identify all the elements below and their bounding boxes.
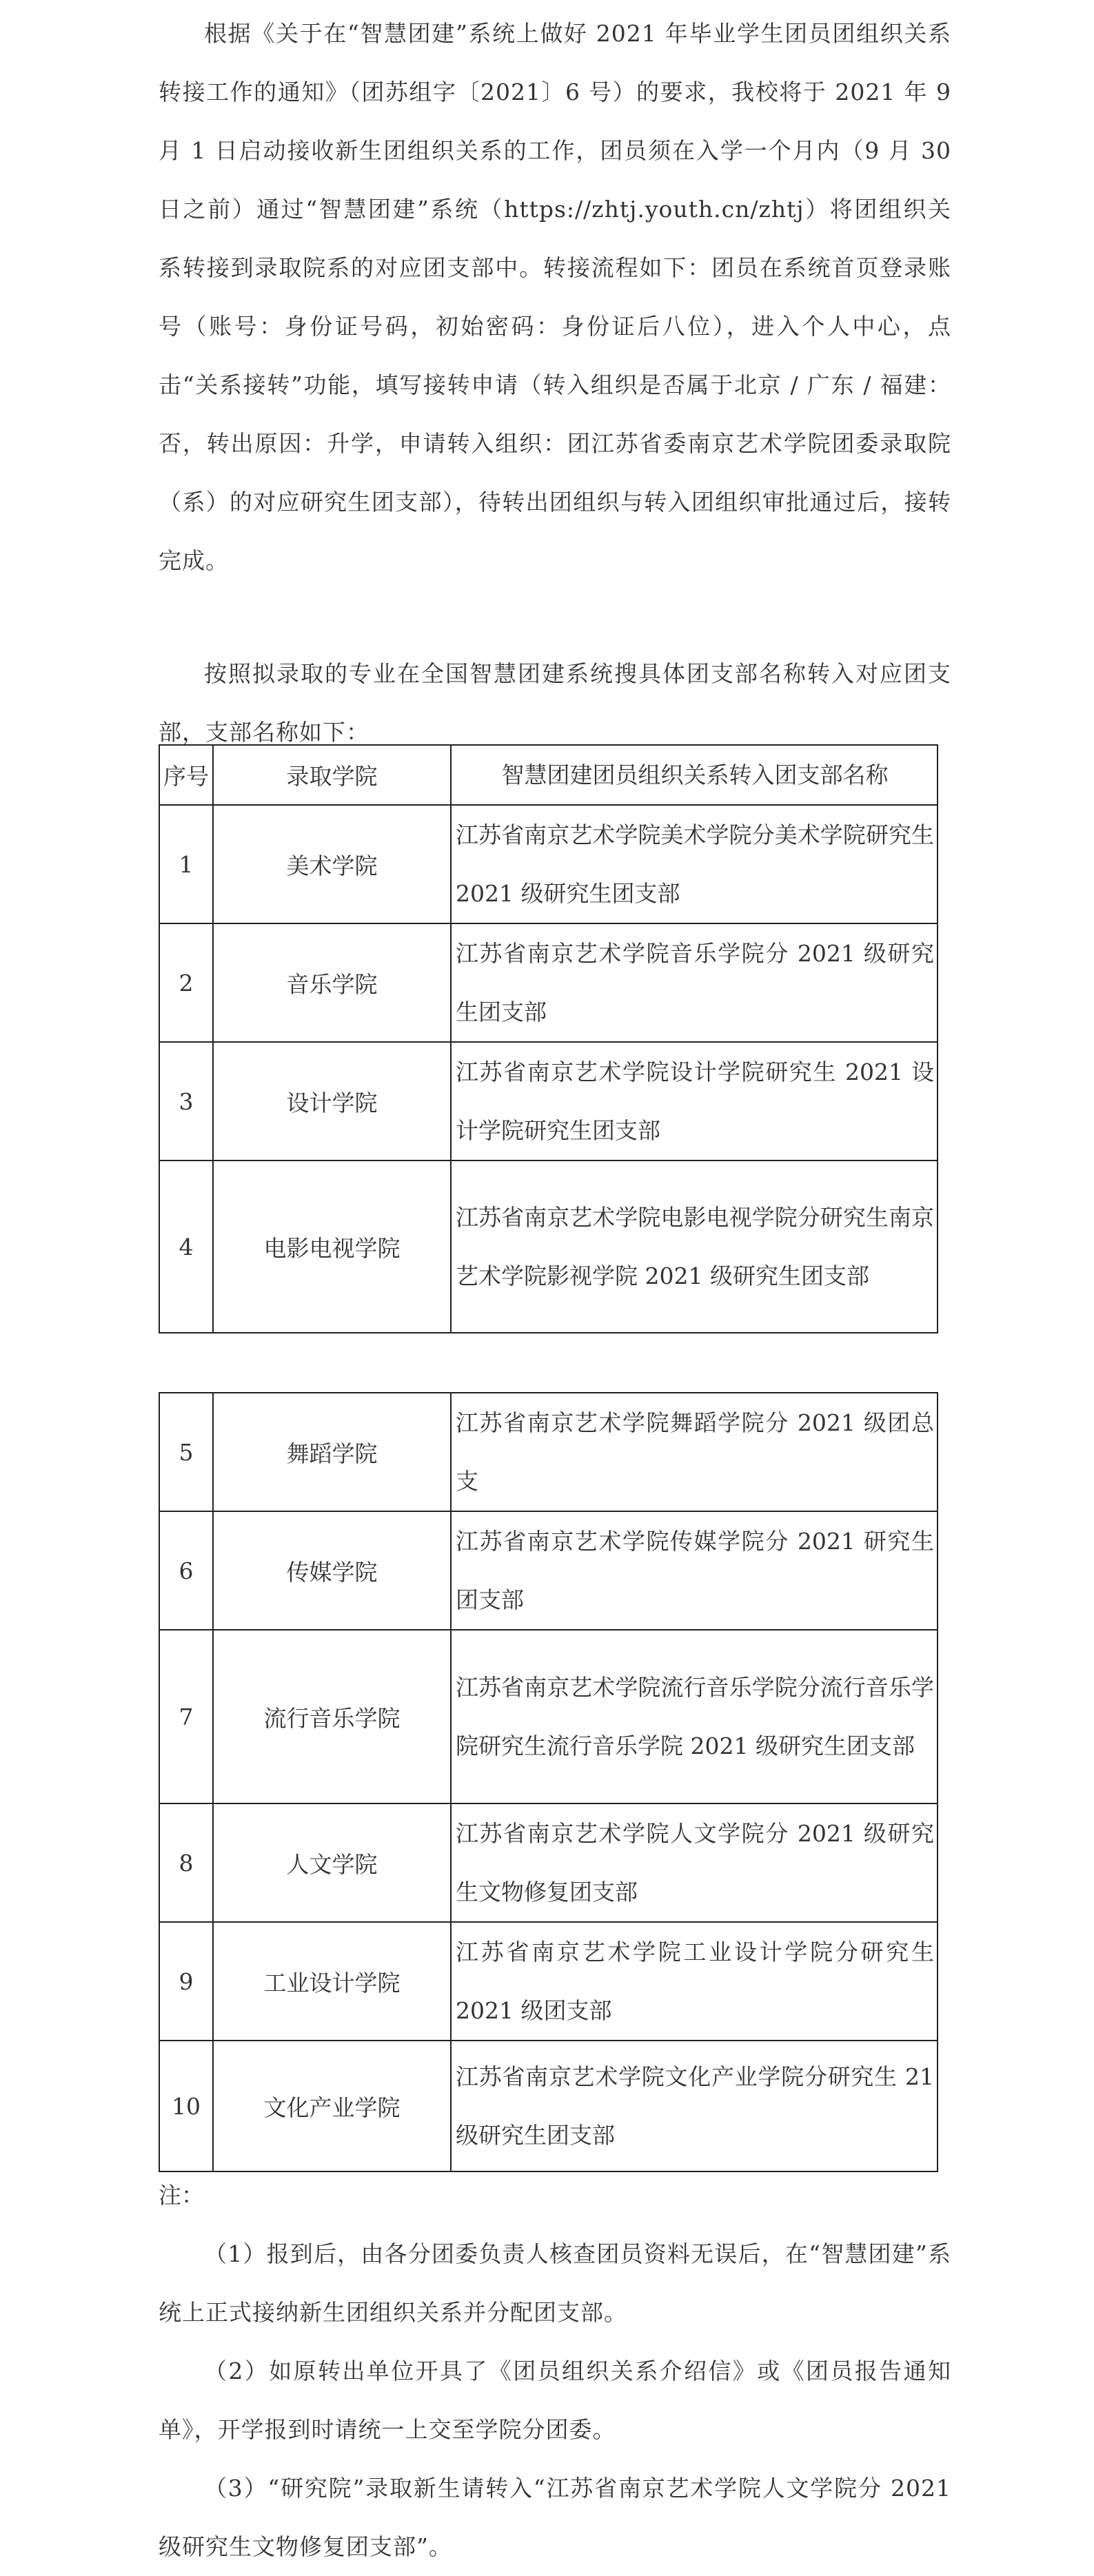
table-row <box>159 1511 938 1630</box>
header-no: 序号 <box>159 745 213 805</box>
row-no: 10 <box>159 2041 213 2171</box>
table-row <box>159 1042 938 1161</box>
row-no: 1 <box>159 805 213 923</box>
row-branch: 江苏省南京艺术学院舞蹈学院分 2021 级团总支 <box>451 1393 938 1511</box>
branch-table-part-2 <box>159 1392 938 2172</box>
note-item-3: （3）“研究院”录取新生请转入“江苏省南京艺术学院人文学院分 2021 级研究生文物修复团支部”。 <box>159 2475 951 2560</box>
branch-table-part-1 <box>159 744 938 1333</box>
row-no: 3 <box>159 1042 213 1161</box>
table-row <box>159 1803 938 1922</box>
header-branch: 智慧团建团员组织关系转入团支部名称 <box>451 745 938 805</box>
row-college: 工业设计学院 <box>213 1922 451 2041</box>
row-branch: 江苏省南京艺术学院电影电视学院分研究生南京艺术学院影视学院 2021 级研究生团支部 <box>451 1161 938 1333</box>
row-branch: 江苏省南京艺术学院文化产业学院分研究生 21 级研究生团支部 <box>451 2041 938 2171</box>
intro-paragraph-1: 根据《关于在“智慧团建”系统上做好 2021 年毕业学生团员团组织关系转接工作的通知》（团苏组字〔2021〕6 号）的要求，我校将于 2021 年 9 月 1 日启动接收新生团组织关系的工作，团员须在入学一个月内（9 月 30 日之前）通过“智慧团建”系统（https://zhtj.youth.cn/zhtj）将团组织关系转接到录取院系的对应团支部中。转接流程如下：团员在系统首页登录账号（账号：身份证号码，初始密码：身份证后八位），进入个人中心，点击“关系接转”功能，填写接转申请（转入组织是否属于北京 / 广东 / 福建：否，转出原因：升学，申请转入组织：团江苏省委南京艺术学院团委录取院（系）的对应研究生团支部），待转出团组织与转入团组织审批通过后，接转完成。 <box>159 20 951 574</box>
table-row <box>159 1922 938 2041</box>
row-college: 传媒学院 <box>213 1511 451 1630</box>
table-row <box>159 1630 938 1803</box>
table-row <box>159 1161 938 1333</box>
row-no: 9 <box>159 1922 213 2041</box>
row-college: 设计学院 <box>213 1042 451 1161</box>
row-college: 流行音乐学院 <box>213 1630 451 1803</box>
row-no: 5 <box>159 1393 213 1511</box>
table-row <box>159 1393 938 1511</box>
table-header-row <box>159 745 938 805</box>
header-college: 录取学院 <box>213 745 451 805</box>
row-branch: 江苏省南京艺术学院美术学院分美术学院研究生 2021 级研究生团支部 <box>451 805 938 923</box>
row-branch: 江苏省南京艺术学院传媒学院分 2021 研究生团支部 <box>451 1511 938 1630</box>
table-row <box>159 923 938 1042</box>
row-college: 美术学院 <box>213 805 451 923</box>
note-item-1: （1）报到后，由各分团委负责人核查团员资料无误后，在“智慧团建”系统上正式接纳新生团组织关系并分配团支部。 <box>159 2240 951 2326</box>
row-branch: 江苏省南京艺术学院流行音乐学院分流行音乐学院研究生流行音乐学院 2021 级研究生团支部 <box>451 1630 938 1803</box>
row-no: 7 <box>159 1630 213 1803</box>
table-row <box>159 2041 938 2171</box>
row-college: 电影电视学院 <box>213 1161 451 1333</box>
row-college: 音乐学院 <box>213 923 451 1042</box>
row-college: 舞蹈学院 <box>213 1393 451 1511</box>
row-college: 文化产业学院 <box>213 2041 451 2171</box>
row-branch: 江苏省南京艺术学院音乐学院分 2021 级研究生团支部 <box>451 923 938 1042</box>
note-item-2: （2）如原转出单位开具了《团员组织关系介绍信》或《团员报告通知单》，开学报到时请统一上交至学院分团委。 <box>159 2358 951 2443</box>
row-no: 2 <box>159 923 213 1042</box>
row-no: 6 <box>159 1511 213 1630</box>
notes-title: 注： <box>159 2182 204 2209</box>
row-no: 8 <box>159 1803 213 1922</box>
row-college: 人文学院 <box>213 1803 451 1922</box>
row-branch: 江苏省南京艺术学院人文学院分 2021 级研究生文物修复团支部 <box>451 1803 938 1922</box>
table-row <box>159 805 938 923</box>
row-branch: 江苏省南京艺术学院工业设计学院分研究生 2021 级团支部 <box>451 1922 938 2041</box>
intro-paragraph-2: 按照拟录取的专业在全国智慧团建系统搜具体团支部名称转入对应团支部，支部名称如下： <box>159 660 951 746</box>
row-no: 4 <box>159 1161 213 1333</box>
row-branch: 江苏省南京艺术学院设计学院研究生 2021 设计学院研究生团支部 <box>451 1042 938 1161</box>
